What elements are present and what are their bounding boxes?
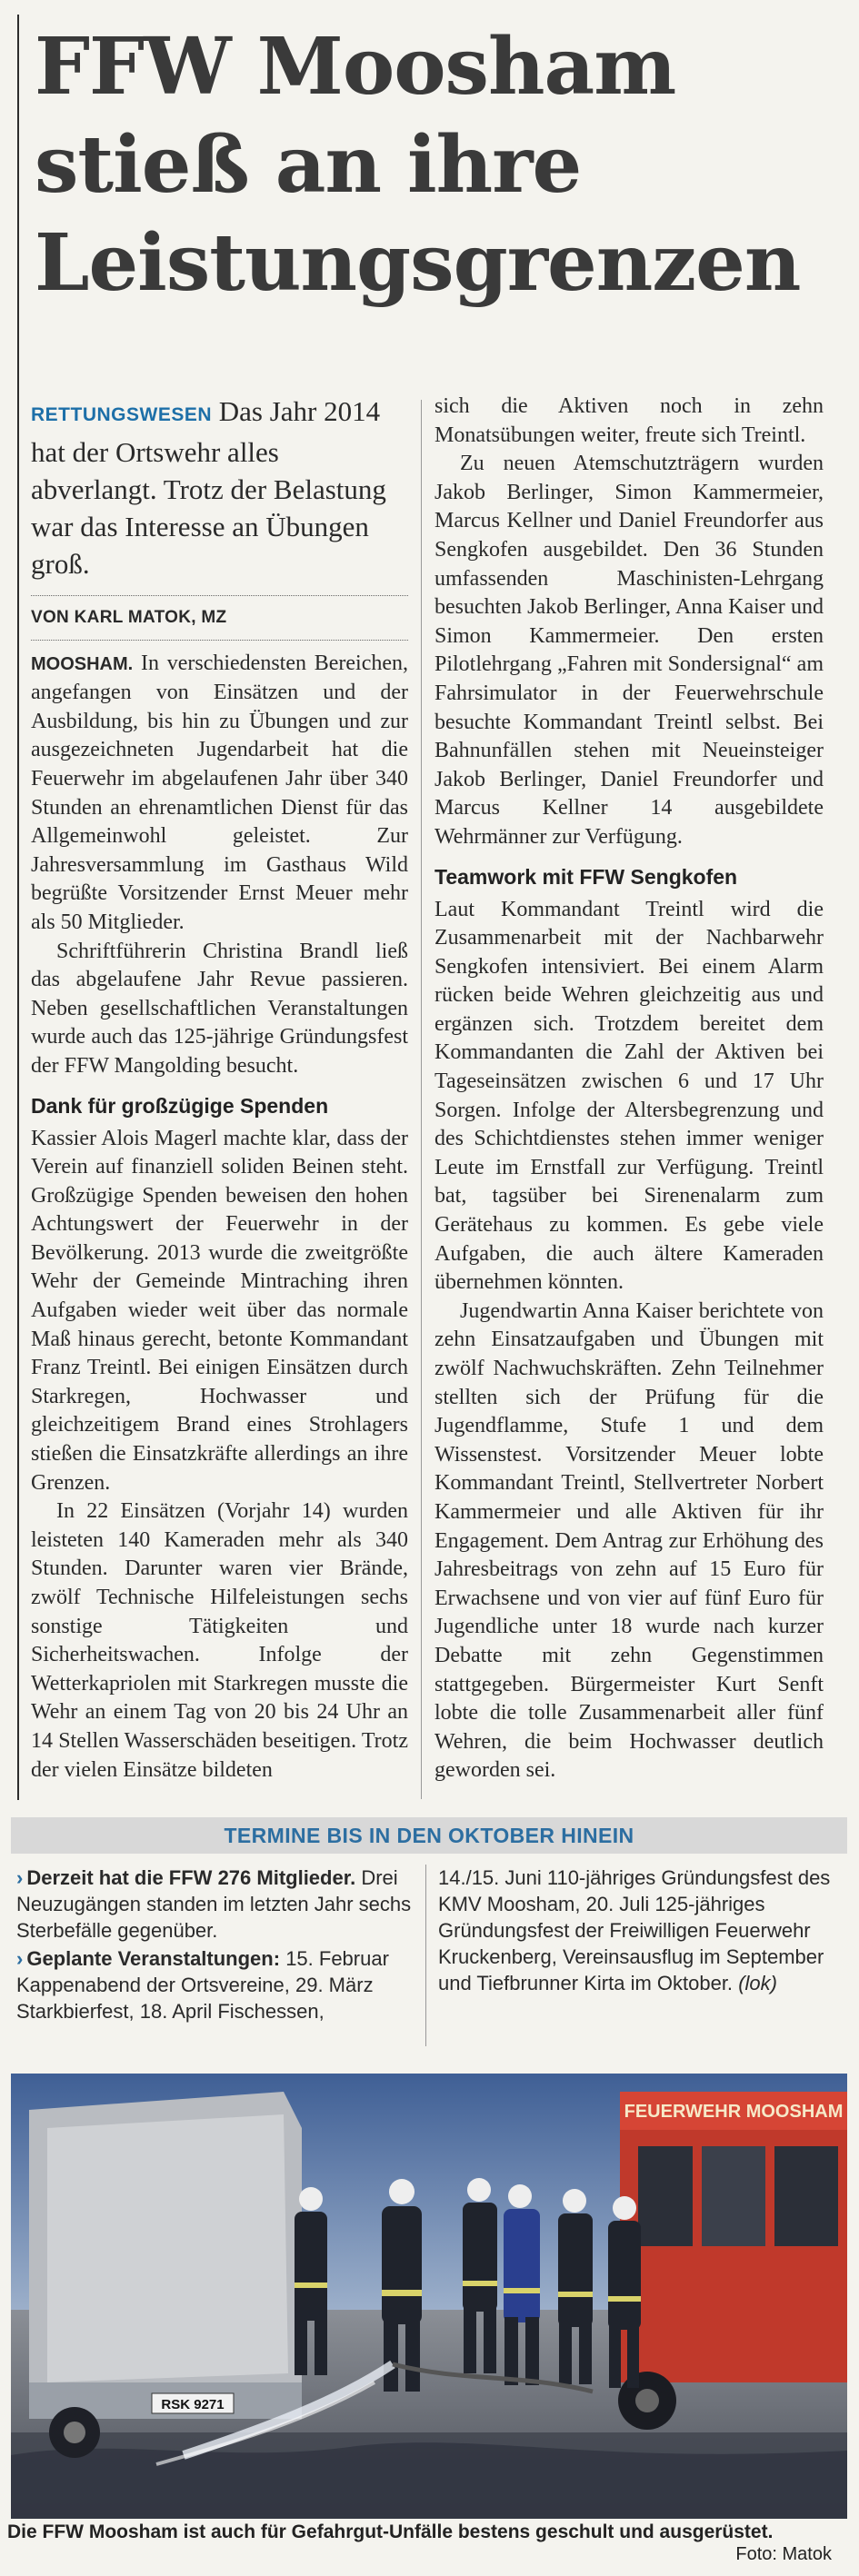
paragraph-4: In 22 Einsätzen (Vorjahr 14) wurden leisteten 140 Kameraden mehr als 340 Stunden. Darunter waren vier Brände, zwölf Technische Hilfeleistungen sechs sonstige Tätigkeiten und Sicherheitswachen. Infolge der Wetterkapriolen mit Starkregen musste die Wehr an einem Tag von 20 bis 24 Uhr an 14 Stellen Wasserschäden beseitigen. Trotz der vielen Einsätze bildeten (31, 1499, 408, 1782)
lead-text: Das Jahr 2014 hat der Ortswehr alles abverlangt. Trotz der Belastung war das Interesse an Übungen groß. (31, 395, 386, 580)
info-item-members (16, 1865, 413, 1944)
photo-caption: Die FFW Moosham ist auch für Gefahrgut-Unfälle bestens geschult und ausgerüstet. (7, 2521, 774, 2542)
photo-credit: Foto: Matok (735, 2544, 832, 2564)
byline-rule-top (31, 595, 408, 596)
info-right-text: 14./15. Juni 110-jähriges Gründungsfest des KMV Moosham, 20. Juli 125-jähriges Gründungsfest der Freiwilligen Feuerwehr Kruckenberg, Vereinsausflug im September und Tiefbrunner Kirta im Oktober. (438, 1866, 831, 1994)
article-column-1 (31, 393, 408, 1785)
paragraph-1-text: In verschiedensten Bereichen, angefangen von Einsätzen und der Ausbildung, bis hin zu Übungen und zur ausgezeichneten Jugendarbeit hat die Feuerwehr im abgelaufenen Jahr über 340 Stunden an ehrenamtlichen Dienst für das Allgemeinwohl geleistet. Zur Jahresversammlung im Gasthaus Wild begrüßte Vorsitzender Ernst Meuer mehr als 50 Mitglieder. (31, 651, 408, 934)
license-plate-text: RSK 9271 (161, 2397, 225, 2412)
byline: VON KARL MATOK, MZ (31, 608, 227, 627)
paragraph-7: Laut Kommandant Treintl wird die Zusammenarbeit mit der Nachbarwehr Sengkofen intensiviert. Bei einem Alarm rücken beide Wehren gleichzeitig aus und ergänzen sich. Trotzdem bereitet dem Kommandanten die Zahl der Aktiven bei Tageseinsätzen zwischen 6 und 17 Uhr Sorgen. Infolge der Altersbegrenzung und des Schichtdienstes stehen immer weniger Leute im Ernstfall zur Verfügung. Treintl bat, tagsüber bei Sirenenalarm zum Gerätehaus zu kommen. Es gebe viele Aufgaben, die auch ältere Kameraden übernehmen könnten. (434, 897, 824, 1295)
info-box-dates (11, 1817, 847, 2061)
paragraph-5: sich die Aktiven noch in zehn Monatsübungen weiter, freute sich Treintl. (434, 394, 824, 447)
info-item-events (16, 1945, 413, 2024)
paragraph-6: Zu neuen Atemschutzträgern wurden Jakob Berlinger, Simon Kammermeier, Marcus Kellner und Daniel Freundorfer aus Sengkofen ausgebildet. Den 36 Stunden umfassenden Maschinisten-Lehrgang besuchten Jakob Berlinger, Anna Kaiser und Simon Kammermeier. Den ersten Pilotlehrgang „Fahren mit Sondersignal“ am Fahrsimulator in der Feuerwehrschule besuchte Kommandant Treintl selbst. Bei Bahnunfällen stehen mit Neueinsteiger Jakob Berlinger, Daniel Freundorfer und Marcus Kellner 14 ausgebildete Wehrmänner zur Verfügung. (434, 452, 824, 849)
info-box-title: TERMINE BIS IN DEN OKTOBER HINEIN (11, 1817, 847, 1854)
truck-compartment-1 (638, 2146, 693, 2246)
truck-lettering: FEUERWEHR MOOSHAM (624, 2102, 844, 2122)
paragraph-8: Jugendwartin Anna Kaiser berichtete von zehn Einsatzaufgaben und Übungen mit zwölf Nachwuchskräften. Zehn Teilnehmer stellten sich der Prüfung für die Jugendflamme, Stufe 1 und dem Wissenstest. Vorsitzender Meuer lobte Kommandant Treintl, Stellvertreter Norbert Kammermeier und alle Aktiven für ihr Engagement. Dem Antrag zur Erhöhung des Jahresbeitrags von zehn auf 15 Euro für Erwachsene und von vier auf fünf Euro für Jugendliche unter 18 wurde nach kurzer Debatte mit zehn Gegenstimmen stattgegeben. Bürgermeister Kurt Senft lobte die tolle Zusammenarbeit aller fünf Wehren, die beim Hochwasser deutlich geworden sei. (434, 1298, 824, 1783)
trailer-tarp-inner (47, 2114, 288, 2382)
info-box-divider (425, 1865, 426, 2046)
subheading-teamwork: Teamwork mit FFW Sengkofen (434, 864, 738, 889)
truck-compartment-3 (774, 2146, 838, 2246)
paragraph-2: Schriftführerin Christina Brandl ließ das abgelaufene Jahr Revue passieren. Neben gesellschaftlichen Veranstaltungen wurde auch das 125-jährige Gründungsfest der FFW Mangolding besucht. (31, 939, 408, 1078)
paragraph-3: Kassier Alois Magerl machte klar, dass der Verein auf finanziell soliden Beinen steht. Großzügige Spenden beweisen den hohen Achtungswert der Feuerwehr in der Bevölkerung. 2013 wurde die zweitgrößte Wehr der Gemeinde Mintraching ihren Aufgaben wieder weit über das normale Maß hinaus gerecht, betonte Kommandant Franz Treintl. Bei einigen Einsätzen durch Starkregen, Hochwasser und gleichzeitigem Brand eines Strohlagers stießen die Einsatzkräfte allerdings an ihre Grenzen. (31, 1126, 408, 1495)
info-box-left-column (16, 1865, 413, 2026)
info-item-events-bold: Geplante Veranstaltungen: (26, 1947, 281, 1970)
byline-rule-bottom (31, 640, 408, 641)
article-column-2 (434, 393, 824, 1785)
truck-hub (635, 2389, 659, 2412)
info-right-sign: (lok) (738, 1972, 777, 1994)
trailer (29, 2092, 302, 2458)
chevron-right-icon: › (16, 1947, 24, 1970)
photo-illustration (11, 2074, 847, 2519)
headline-line-2: stieß an ihre (35, 119, 582, 211)
left-margin-rule (17, 15, 19, 1800)
dateline: MOOSHAM. (31, 653, 134, 674)
info-item-members-text: Drei Neuzugängen standen im letzten Jahr sechs Sterbefälle gegenüber. (16, 1866, 412, 1942)
paragraph-1 (31, 650, 408, 938)
info-item-members-bold: Derzeit hat die FFW 276 Mitglieder. (26, 1866, 356, 1889)
fire-truck (618, 2092, 847, 2430)
column-divider (421, 400, 422, 1799)
photo-fire-brigade-exercise (11, 2074, 847, 2519)
chevron-right-icon: › (16, 1866, 24, 1889)
lead-paragraph (31, 393, 408, 582)
trailer-hub (64, 2422, 85, 2443)
truck-compartment-2 (702, 2146, 765, 2246)
info-box-right-column (438, 1865, 838, 1996)
info-item-events-text: 15. Februar Kappenabend der Ortsvereine, 29. März Starkbierfest, 18. April Fischessen, (16, 1947, 389, 2023)
headline-line-1: FFW Moosham (35, 21, 676, 113)
rubric-label: RETTUNGSWESEN (31, 404, 213, 425)
subheading-donations: Dank für großzügige Spenden (31, 1093, 329, 1118)
headline (35, 18, 834, 313)
headline-line-3: Leistungsgrenzen (35, 217, 801, 309)
